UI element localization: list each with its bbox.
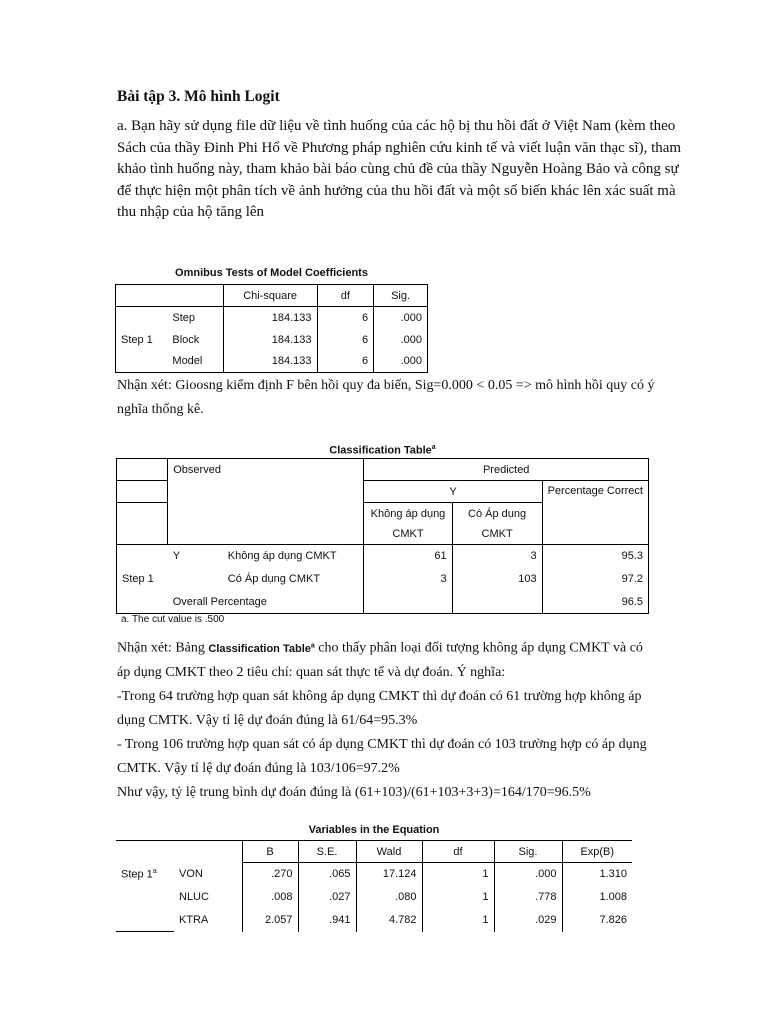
col-header-co: Có Áp dụng CMKT [452, 503, 542, 545]
variables-cell: .029 [494, 909, 562, 932]
variables-cell: .270 [242, 863, 298, 886]
variables-cell: .008 [242, 886, 298, 909]
exercise-heading: Bài tập 3. Mô hình Logit [117, 88, 280, 105]
variable-name: KTRA [179, 914, 209, 926]
table-row [117, 568, 649, 591]
omnibus-cell: .000 [374, 351, 428, 373]
col-header-khong: Không áp dụng CMKT [364, 503, 452, 545]
variable-name: VON [179, 868, 203, 880]
variables-cell: 2.057 [242, 909, 298, 932]
variables-cell: 1 [422, 909, 494, 932]
table-row [117, 591, 649, 614]
classification-cell: 3 [364, 568, 452, 591]
classification-table [116, 458, 649, 614]
classification-table-title: Classification Table$^a$ [329, 444, 436, 457]
omnibus-corner [116, 285, 168, 307]
variables-header-b: B [242, 841, 298, 863]
omnibus-header-df: df [317, 285, 374, 307]
variables-cell: .941 [298, 909, 356, 932]
comment-line: -Trong 64 trường hợp quan sát không áp dụng CMKT thì dự đoán có 61 trường hợp không áp dụng CMTK. Vậy tỉ lệ dự đoán đúng là 61/64=95.3% [117, 688, 642, 728]
variable-name: NLUC [179, 891, 209, 903]
classification-cell: 3 [452, 545, 542, 568]
variables-cell: 1.310 [599, 868, 627, 881]
classification-cell: 95.3 [542, 545, 648, 568]
variables-cell: 1 [422, 863, 494, 886]
classification-cell: 97.2 [542, 568, 648, 591]
table-row [116, 886, 632, 909]
omnibus-cell: .000 [374, 329, 428, 351]
variables-cell: .080 [356, 886, 422, 909]
omnibus-corner-2 [167, 285, 223, 307]
variables-step-label: Step 1$^a$ [121, 867, 157, 881]
classification-step-label: Step 1 [117, 568, 168, 591]
variables-cell: 4.782 [356, 909, 422, 932]
inline-table-ref: Classification Table$^a$ [208, 642, 315, 655]
omnibus-header-chi: Chi-square [223, 285, 317, 307]
comment-line: - Trong 106 trường hợp quan sát có áp dụng CMKT thì dự đoán có 103 trường hợp có áp dụng CMTK. Vậy tỉ lệ dự đoán đúng là 103/106=97.2% [117, 736, 647, 776]
omnibus-row-label: Step [167, 307, 223, 329]
variables-cell: 1 [422, 886, 494, 909]
variables-cell: 7.826 [599, 914, 627, 926]
omnibus-table [115, 284, 428, 373]
omnibus-row-label: Model [167, 351, 223, 373]
classification-row-label: Không áp dụng CMKT [168, 545, 364, 568]
y-header: Y [364, 481, 542, 503]
omnibus-cell: 6 [317, 329, 374, 351]
percentage-correct-header: Percentage Correct [542, 481, 648, 545]
table-row [116, 307, 428, 329]
omnibus-comment: Nhận xét: Gioosng kiểm định F bên hồi quy đa biến, Sig=0.000 < 0.05 => mô hình hồi quy có ý nghĩa thống kê. [117, 378, 655, 417]
observed-header: Observed [168, 459, 364, 481]
classification-cell: 61 [364, 545, 452, 568]
classification-comment: Nhận xét: Bảng Classification Table$^a$ cho thấy phân loại đối tượng không áp dụng CMKT và có áp dụng CMKT theo 2 tiêu chí: quan sát thực tế và dự đoán. Ý nghĩa: -Trong 64 trường hợp quan sát không áp dụng CMKT thì dự đoán có 61 trường hợp không áp dụng CMTK. Vậy tỉ lệ dự đoán đúng là 61/64=95.3% - Trong 106 trường hợp quan sát có áp dụng CMKT thì dự đoán có 103 trường hợp có áp dụng CMTK. Vậy tỉ lệ dự đoán đúng là 103/106=97.2% Như vậy, tỷ lệ trung bình dự đoán đúng là (61+103)/(61+103+3+3)=164/170=96.5% [117, 634, 653, 805]
overall-percentage-value: 96.5 [542, 591, 648, 614]
omnibus-table-title: Omnibus Tests of Model Coefficients [175, 267, 368, 279]
variables-table [116, 840, 632, 932]
table-row [116, 909, 632, 932]
exercise-intro-paragraph: a. Bạn hãy sử dụng file dữ liệu về tình huống của các hộ bị thu hồi đất ở Việt Nam (kèm theo Sách của thầy Đinh Phi Hổ về Phương pháp nghiên cứu kinh tế và viết luận văn thạc sĩ), tham khảo tình huống này, tham khảo bài báo cùng chủ đề của thầy Nguyễn Hoàng Bảo và công sự để thực hiện một phân tích về ảnh hưởng của thu hồi đất và một số biến khác lên xác suất mà thu nhập của hộ tăng lên [117, 118, 682, 220]
variables-header-expb: Exp(B) [562, 841, 632, 863]
classification-footnote: a. The cut value is .500 [121, 614, 225, 625]
table-row [116, 329, 428, 351]
omnibus-cell: 184.133 [223, 351, 317, 373]
variables-header-wald: Wald [356, 841, 422, 863]
variables-cell: .778 [494, 886, 562, 909]
omnibus-row-label: Block [167, 329, 223, 351]
variables-table-title: Variables in the Equation [308, 824, 440, 836]
variables-cell: 17.124 [356, 863, 422, 886]
classification-cell: 103 [452, 568, 542, 591]
omnibus-cell: 184.133 [223, 329, 317, 351]
omnibus-cell: 184.133 [223, 307, 317, 329]
classification-row-label: Y Có Áp dụng CMKT [172, 549, 321, 585]
omnibus-group-label: Step 1 [116, 329, 168, 351]
variables-header-df: df [422, 841, 494, 863]
comment-line: Như vậy, tỷ lệ trung bình dự đoán đúng là (61+103)/(61+103+3+3)=164/170=96.5% [117, 784, 591, 800]
variables-cell: .000 [494, 863, 562, 886]
variables-header-se: S.E. [298, 841, 356, 863]
omnibus-cell: 6 [317, 351, 374, 373]
variables-cell: .065 [298, 863, 356, 886]
table-row [116, 351, 428, 373]
variables-cell: 1.008 [599, 891, 627, 903]
overall-percentage-label: Overall Percentage [168, 591, 364, 614]
predicted-header: Predicted [364, 459, 649, 481]
omnibus-header-sig: Sig. [374, 285, 428, 307]
variables-header-sig: Sig. [494, 841, 562, 863]
classification-y-label: Y [172, 549, 181, 562]
table-row [117, 545, 649, 568]
variables-cell: .027 [298, 886, 356, 909]
omnibus-cell: 6 [317, 307, 374, 329]
omnibus-cell: .000 [374, 307, 428, 329]
table-row [116, 863, 632, 886]
